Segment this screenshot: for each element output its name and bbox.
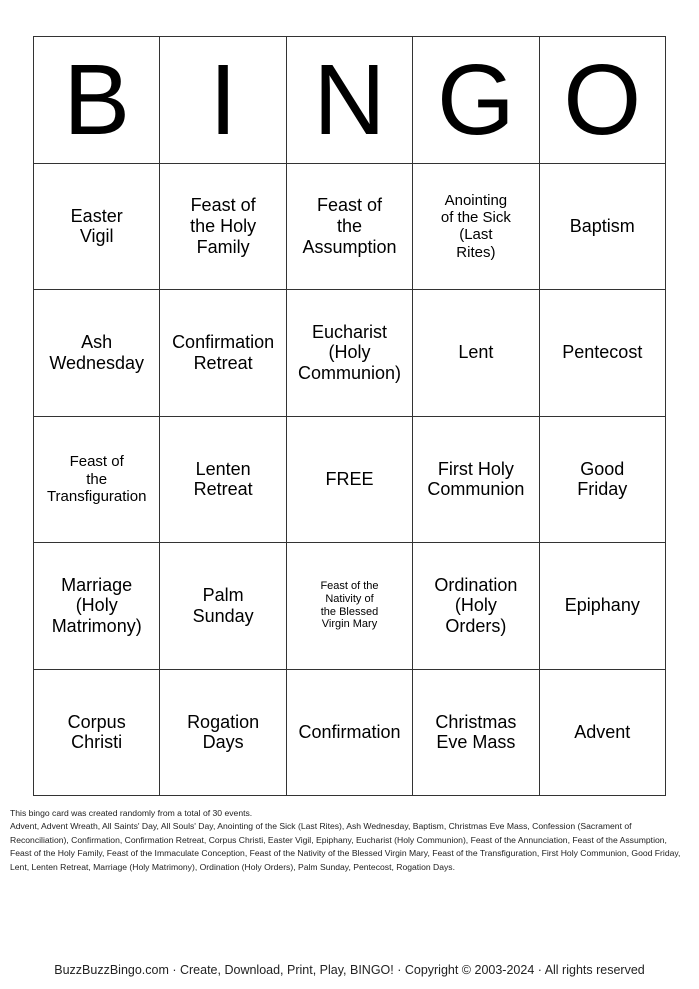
square-label: Marriage (Holy Matrimony) [51, 574, 142, 637]
bingo-square [413, 670, 539, 797]
square-label: Easter Vigil [70, 205, 123, 247]
bingo-square [413, 290, 539, 417]
square-label: Lenten Retreat [193, 458, 253, 500]
square-label: Advent [574, 721, 631, 742]
header-letter-b: B [34, 37, 160, 164]
header-letter-o: O [540, 37, 666, 164]
bingo-card [33, 36, 666, 796]
square-label: First Holy Communion [427, 458, 525, 500]
header-letter-n: N [287, 37, 413, 164]
square-label: Epiphany [564, 595, 640, 616]
bingo-square [34, 670, 160, 797]
bingo-square [287, 164, 413, 291]
bingo-square [160, 164, 286, 291]
square-label: Feast of the Holy Family [190, 195, 257, 257]
square-label: Lent [458, 342, 494, 363]
square-label: Palm Sunday [192, 585, 254, 626]
bingo-square [160, 543, 286, 670]
bingo-square [413, 164, 539, 291]
bingo-square [287, 290, 413, 417]
bingo-square [413, 543, 539, 670]
bingo-square [34, 417, 160, 544]
bingo-square [287, 543, 413, 670]
square-label: Confirmation Retreat [172, 332, 275, 373]
bingo-square [540, 164, 666, 291]
bingo-square [160, 670, 286, 797]
bingo-square [540, 543, 666, 670]
card-summary: This bingo card was created randomly from a total of 30 events. [10, 808, 253, 818]
square-label: Feast of the Nativity of the Blessed Virgin Mary [320, 580, 379, 631]
header-letter-i: I [160, 37, 286, 164]
bingo-square [287, 670, 413, 797]
footer-copyright: BuzzBuzzBingo.com · Create, Download, Print, Play, BINGO! · Copyright © 2003-2024 · All rights reserved [54, 963, 645, 977]
bingo-square [540, 417, 666, 544]
bingo-square [34, 543, 160, 670]
bingo-square [34, 290, 160, 417]
square-label: Ordination (Holy Orders) [434, 574, 518, 637]
square-label: Feast of the Assumption [302, 195, 397, 257]
square-label: Rogation Days [187, 711, 260, 753]
bingo-square [34, 164, 160, 291]
card-description [10, 807, 690, 874]
square-label: Confirmation [298, 721, 401, 742]
square-label: Corpus Christi [67, 711, 126, 753]
square-label: Feast of the Transfiguration [46, 453, 147, 505]
event-list: Advent, Advent Wreath, All Saints' Day, All Souls' Day, Anointing of the Sick (Last Rites), Ash Wednesday, Baptism, Christmas Eve Mass, Confession (Sacrament of Reconciliation), Confirmation, Confirmation Retreat, Corpus Christi, Easter Vigil, Epiphany, Eucharist (Holy Communion), Feast of the Annunciation, Feast of the Assumption, Feast of the Holy Family, Feast of the Immaculate Conception, Feast of the Nativity of the Blessed Virgin Mary, Feast of the Transfiguration, First Holy Communion, Good Friday, Lent, Lenten Retreat, Marriage (Holy Matrimony), Ordination (Holy Orders), Palm Sunday, Pentecost, Rogation Days. [10, 821, 681, 872]
bingo-square [160, 290, 286, 417]
bingo-square [413, 417, 539, 544]
header-letter-g: G [413, 37, 539, 164]
square-label: Eucharist (Holy Communion) [297, 321, 402, 384]
square-label: FREE [325, 468, 374, 489]
bingo-square [160, 417, 286, 544]
bingo-square [540, 670, 666, 797]
bingo-square [540, 290, 666, 417]
square-label: Anointing of the Sick (Last Rites) [440, 191, 511, 261]
square-label: Ash Wednesday [49, 332, 145, 373]
free-space [287, 417, 413, 544]
square-label: Baptism [569, 215, 635, 236]
square-label: Christmas Eve Mass [435, 711, 517, 753]
square-label: Pentecost [562, 342, 643, 363]
square-label: Good Friday [577, 458, 628, 500]
